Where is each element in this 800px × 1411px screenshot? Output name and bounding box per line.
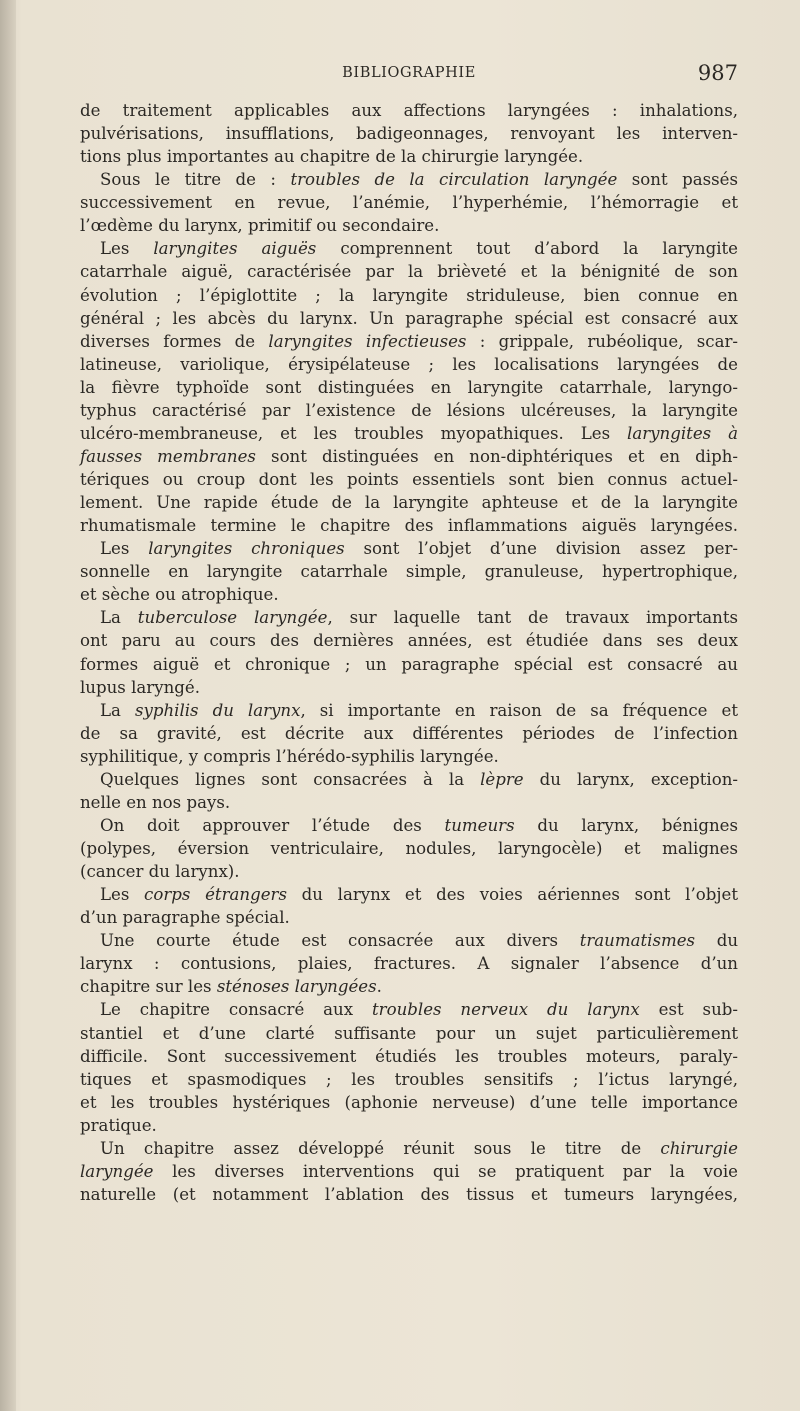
text-line: chapitre sur les sténoses laryngées. [80,977,382,997]
text-line: (cancer du larynx). [80,862,240,882]
text-line: catarrhale aiguë, caractérisée par la brièveté et la bénignité de son [80,262,738,282]
page-number: 987 [697,61,738,85]
text-line: formes aiguë et chronique ; un paragraphe spécial est consacré au [80,654,738,674]
text-line: La tuberculose laryngée, sur laquelle tant de travaux importants [100,608,738,628]
text-line: Quelques lignes sont consacrées à la lèpre du larynx, exception- [100,769,738,789]
text-line: tériques ou croup dont les points essentiels sont bien connus actuel- [80,470,738,489]
text-line: tions plus importantes au chapitre de la chirurgie laryngée. [80,147,584,167]
text-line: (polypes, éversion ventriculaire, nodules, laryngocèle) et malignes [80,839,738,858]
page-binding-edge [0,0,16,1411]
text-line: la fièvre typhoïde sont distinguées en laryngite catarrhale, laryngo- [80,377,738,397]
text-line: fausses membranes sont distinguées en non-diphtériques et en diph- [80,446,738,466]
text-line: et sèche ou atrophique. [80,585,279,605]
running-title: BIBLIOGRAPHIE [342,65,476,81]
text-line: La syphilis du larynx, si importante en raison de sa fréquence et [100,700,738,720]
text-line: On doit approuver l’étude des tumeurs du larynx, bénignes [100,815,738,835]
text-line: stantiel et d’une clarté suffisante pour un sujet particulièrement [80,1023,738,1043]
text-line: de traitement applicables aux affections laryngées : inhalations, [80,101,738,120]
text-line: général ; les abcès du larynx. Un paragraphe spécial est consacré aux [80,308,738,328]
text-line: pratique. [80,1115,157,1135]
text-line: Les laryngites aiguës comprennent tout d’abord la laryngite [100,239,738,259]
text-line: typhus caractérisé par l’existence de lésions ulcéreuses, la laryngite [80,400,738,420]
text-line: lupus laryngé. [80,677,201,697]
text-line: ulcéro-membraneuse, et les troubles myopathiques. Les laryngites à [80,423,739,443]
text-line: ont paru au cours des dernières années, est étudiée dans ses deux [80,631,738,651]
text-line: successivement en revue, l’anémie, l’hyperhémie, l’hémorragie et [80,193,738,213]
text-line: Une courte étude est consacrée aux divers traumatismes du [100,931,739,951]
text-line: rhumatismale termine le chapitre des inflammations aiguës laryngées. [80,516,738,536]
text-line: diverses formes de laryngites infectieuses : grippale, rubéolique, scar- [80,331,738,351]
text-line: lement. Une rapide étude de la laryngite aphteuse et de la laryngite [80,493,738,513]
text-line: difficile. Sont successivement étudiés les troubles moteurs, paraly- [80,1046,738,1066]
text-line: Les laryngites chroniques sont l’objet d’une division assez per- [100,539,738,559]
page-header [80,61,738,89]
text-line: naturelle (et notamment l’ablation des tissus et tumeurs laryngées, [80,1184,738,1204]
text-line: et les troubles hystériques (aphonie nerveuse) d’une telle importance [80,1092,738,1112]
text-line: sonnelle en laryngite catarrhale simple, granuleuse, hypertrophique, [80,562,738,582]
text-line: tiques et spasmodiques ; les troubles sensitifs ; l’ictus laryngé, [80,1069,738,1089]
text-line: évolution ; l’épiglottite ; la laryngite striduleuse, bien connue en [80,285,738,305]
text-line: pulvérisations, insufflations, badigeonnages, renvoyant les interven- [80,124,738,144]
body-text [80,99,738,1206]
text-line: latineuse, variolique, érysipélateuse ; les localisations laryngées de [80,354,738,374]
text-line: d’un paragraphe spécial. [80,908,290,928]
text-line: laryngée les diverses interventions qui se pratiquent par la voie [80,1161,738,1181]
text-line: syphilitique, y compris l’hérédo-syphilis laryngée. [80,746,499,766]
text-line: l’œdème du larynx, primitif ou secondaire. [80,216,440,236]
text-line: Le chapitre consacré aux troubles nerveux du larynx est sub- [100,1000,738,1020]
text-line: Les corps étrangers du larynx et des voies aériennes sont l’objet [100,885,738,905]
text-line: de sa gravité, est décrite aux différentes périodes de l’infection [80,723,738,743]
text-line: nelle en nos pays. [80,792,231,812]
text-line: Sous le titre de : troubles de la circulation laryngée sont passés [100,170,739,190]
text-line: Un chapitre assez développé réunit sous le titre de chirurgie [100,1138,738,1158]
text-line: larynx : contusions, plaies, fractures. A signaler l’absence d’un [80,954,738,974]
